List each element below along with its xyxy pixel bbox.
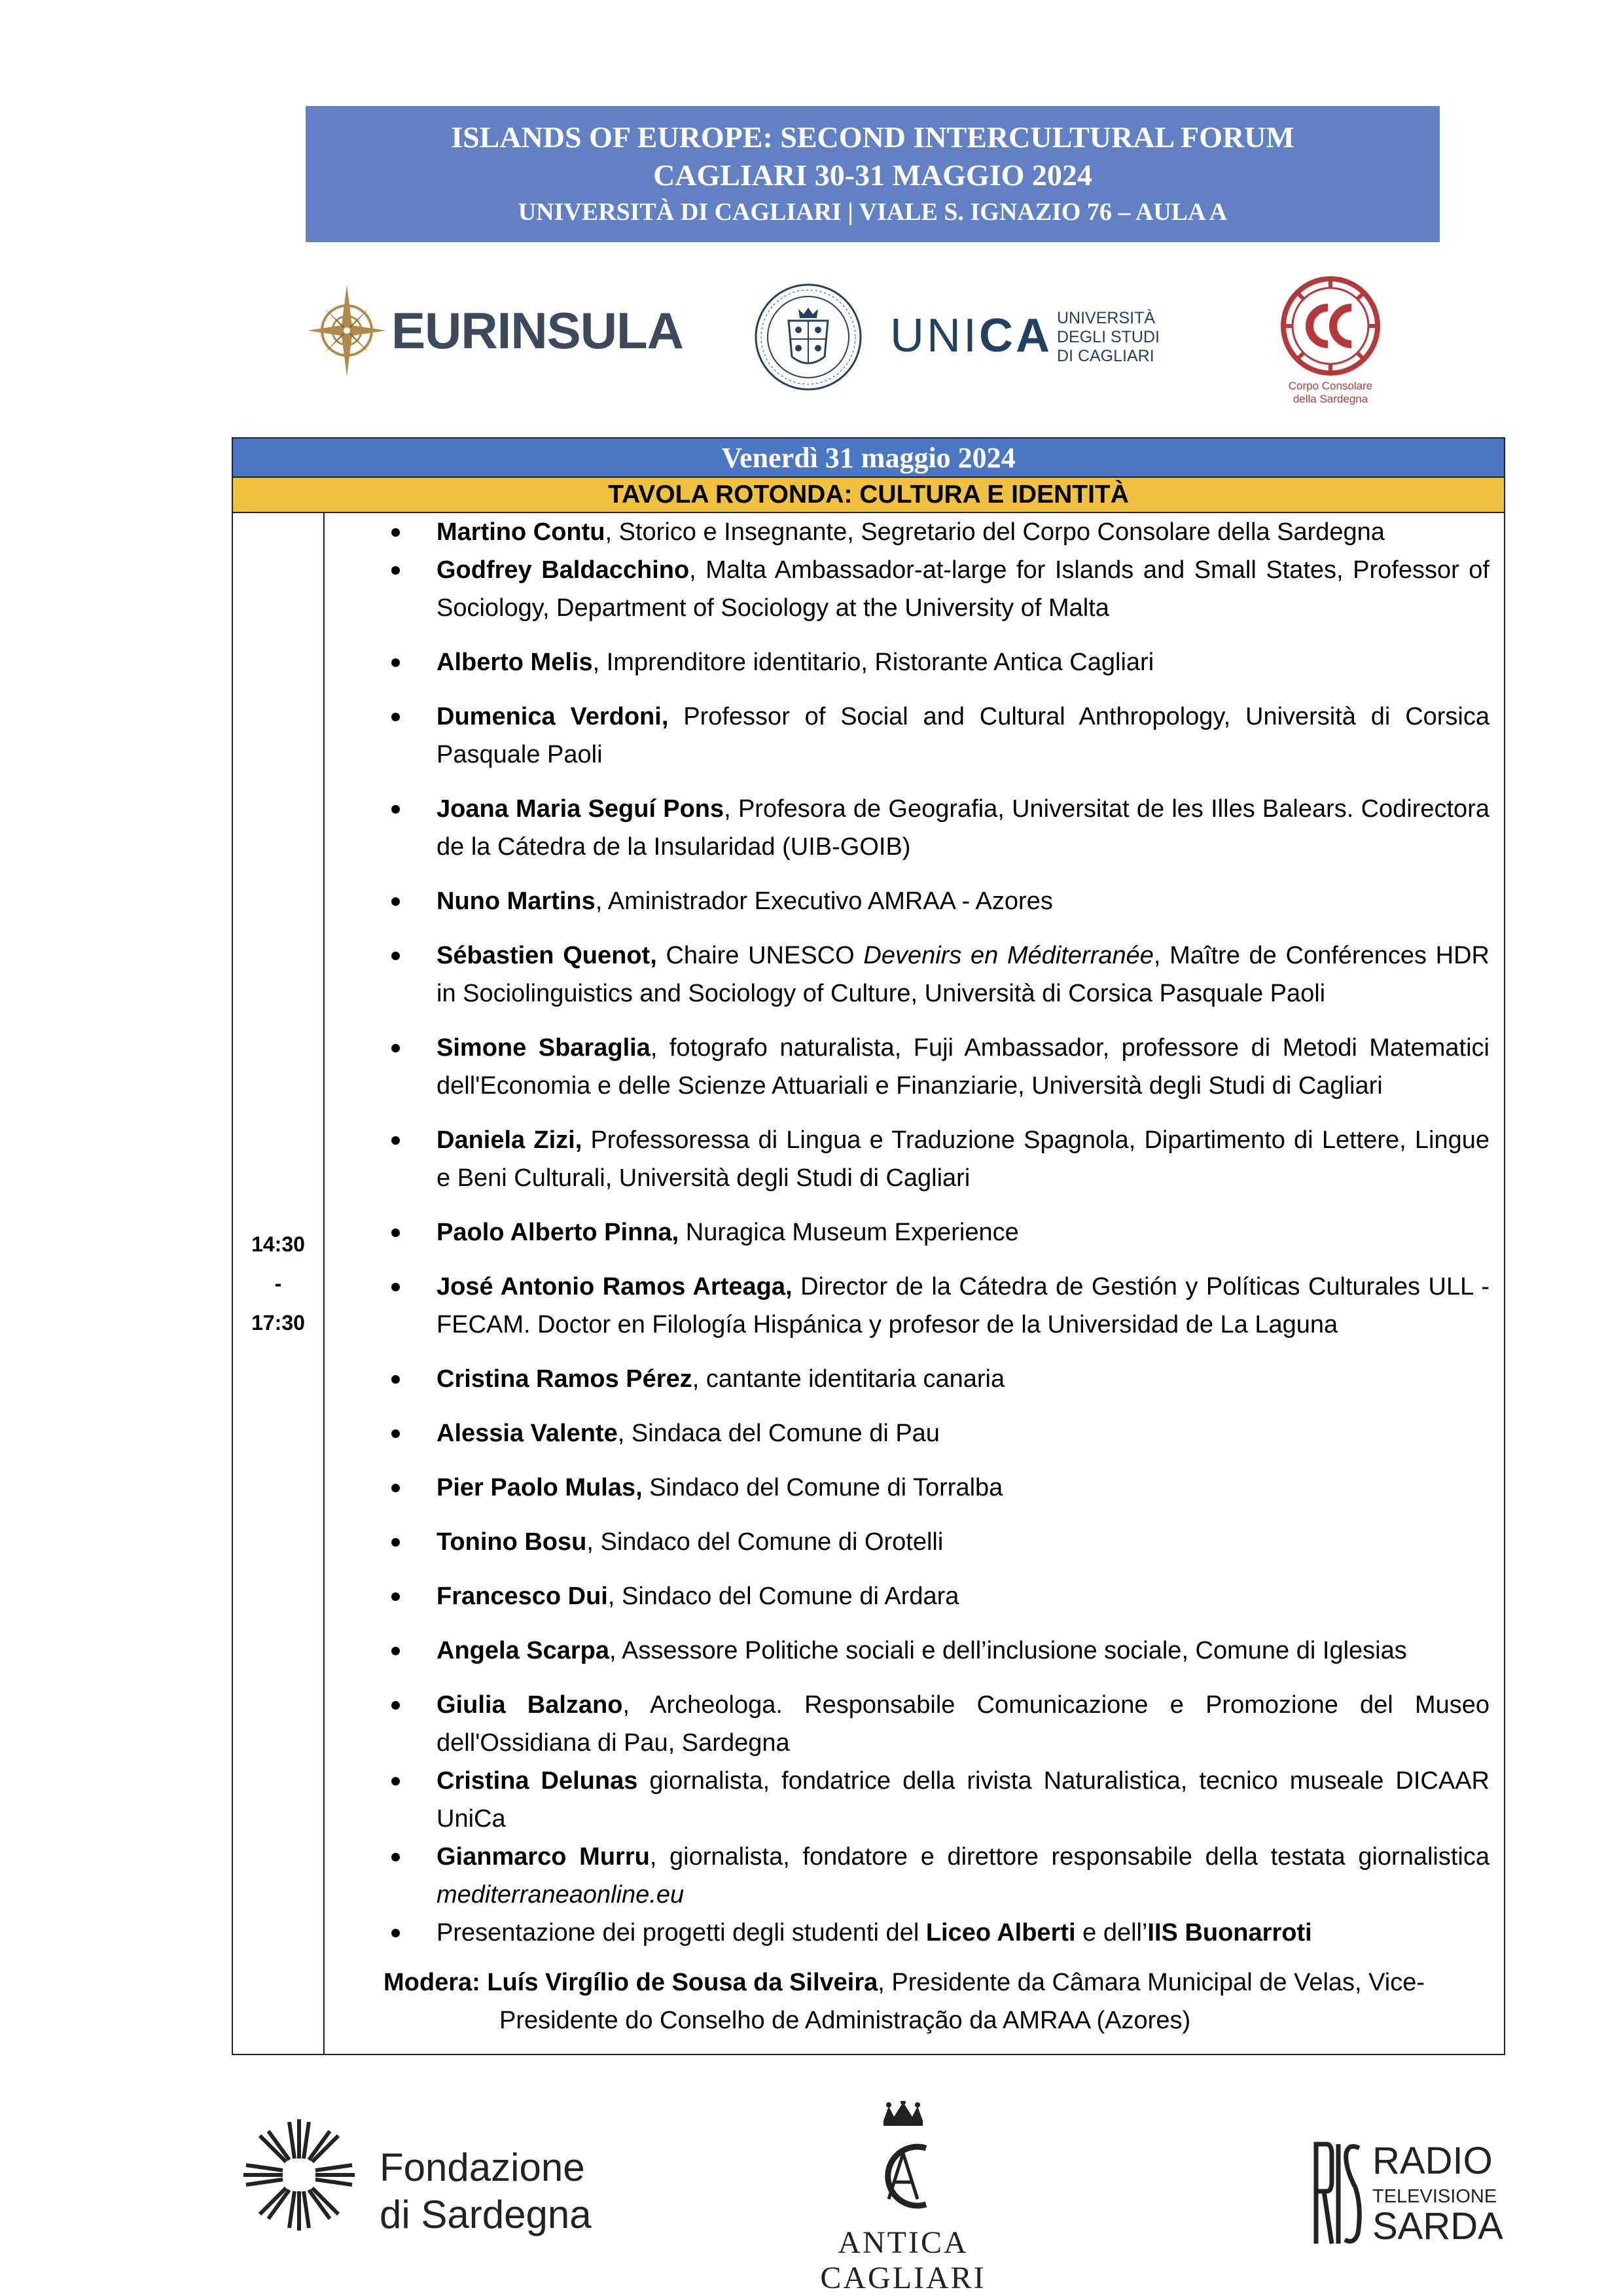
speaker-name: Joana Maria Seguí Pons <box>437 795 724 823</box>
speaker-role: , Storico e Insegnante, Segretario del Corpo Consolare della Sardegna <box>605 518 1385 546</box>
bullet-icon <box>391 713 400 721</box>
unica-wordmark: UNICA <box>890 310 1052 362</box>
speaker-item <box>325 1469 1489 1507</box>
speaker-name: Gianmarco Murru <box>437 1843 650 1871</box>
bullet-icon <box>391 952 400 960</box>
session-heading: TAVOLA ROTONDA: CULTURA E IDENTITÀ <box>232 477 1505 512</box>
speaker-name: Francesco Dui <box>437 1583 608 1610</box>
speaker-name: Angela Scarpa <box>437 1637 609 1664</box>
bullet-icon <box>391 1283 400 1291</box>
corpo-consolare-caption: Corpo Consolare della Sardegna <box>1288 380 1373 405</box>
speakers-cell <box>324 512 1505 2054</box>
bullet-icon <box>391 1929 400 1937</box>
speaker-item <box>325 1632 1489 1670</box>
bullet-icon <box>391 1853 400 1861</box>
speaker-name: Cristina Delunas <box>437 1767 638 1795</box>
session-body-row <box>232 512 1505 2054</box>
corpo-consolare-emblem-icon <box>1279 275 1382 377</box>
bullet-icon <box>391 528 400 537</box>
corpo-consolare-logo <box>1279 275 1404 406</box>
rts-monogram-icon <box>1312 2142 1364 2246</box>
speaker-name: Nuno Martins <box>437 888 596 915</box>
speaker-role: , Malta Ambassador-at-large for Islands and Small States, Professor of Sociology, Department of Sociology at the University of Malta <box>437 556 1489 622</box>
speaker-name: Alessia Valente <box>437 1420 618 1447</box>
speaker-role: , Profesora de Geografia, Universitat de les Illes Balears. Codirectora de la Cátedra de la Insularidad (UIB-GOIB) <box>437 795 1489 861</box>
session-row <box>232 477 1505 512</box>
forum-venue: UNIVERSITÀ DI CAGLIARI | VIALE S. IGNAZIO 76 – AULA A <box>518 198 1228 226</box>
time-end: 17:30 <box>251 1311 305 1335</box>
speaker-name: Pier Paolo Mulas, <box>437 1474 643 1501</box>
unica-logo <box>753 275 1211 406</box>
speaker-name: Martino Contu <box>437 518 605 546</box>
speaker-role: Nuragica Museum Experience <box>679 1219 1019 1246</box>
speaker-item <box>325 1577 1489 1615</box>
speaker-item <box>325 1523 1489 1561</box>
speaker-role: giornalista, fondatrice della rivista Naturalistica, tecnico museale DICAAR UniCa <box>437 1767 1489 1833</box>
speaker-role: , Assessore Politiche sociali e dell’inclusione sociale, Comune di Iglesias <box>609 1637 1407 1664</box>
antica-cagliari-logo <box>805 2101 1001 2295</box>
speaker-item <box>325 643 1489 681</box>
antica-wordmark: ANTICA CAGLIARI <box>820 2225 986 2295</box>
rts-radio: RADIO <box>1372 2140 1493 2182</box>
speaker-role: , Sindaca del Comune di Pau <box>617 1420 940 1447</box>
speaker-role: , giornalista, fondatore e direttore responsabile della testata giornalistica <box>649 1843 1489 1871</box>
moderator-role: , Presidente da Câmara Municipal de Velas, Vice- <box>878 1969 1425 1996</box>
bullet-icon <box>391 1538 400 1547</box>
speaker-name: Daniela Zizi, <box>437 1126 582 1154</box>
students-list <box>325 1914 1489 1952</box>
speaker-role: , Imprenditore identitario, Ristorante Antica Cagliari <box>592 649 1154 676</box>
speaker-item <box>325 1414 1489 1452</box>
speaker-item <box>325 1838 1489 1914</box>
speaker-role: , fotografo naturalista, Fuji Ambassador, professore di Metodi Matematici dell'Economia e delle Scienze Attuariali e Finanziarie, Università degli Studi di Cagliari <box>437 1034 1489 1100</box>
forum-title: ISLANDS OF EUROPE: SECOND INTERCULTURAL FORUM <box>451 120 1294 154</box>
speaker-role: Sindaco del Comune di Torralba <box>642 1474 1003 1501</box>
forum-dates: CAGLIARI 30-31 MAGGIO 2024 <box>653 158 1092 192</box>
speaker-item <box>325 698 1489 774</box>
speaker-role: Professor of Social and Cultural Anthropology, Università di Corsica Pasquale Paoli <box>437 703 1489 768</box>
speaker-name: Tonino Bosu <box>437 1528 587 1556</box>
speaker-role: , Aministrador Executivo AMRAA - Azores <box>595 888 1053 915</box>
bullet-icon <box>391 1701 400 1710</box>
bullet-icon <box>391 658 400 667</box>
speaker-role: , Archeologa. Responsabile Comunicazione e Promozione del Museo dell'Ossidiana di Pau, Sardegna <box>437 1691 1490 1757</box>
moderator-role-cont: Presidente do Conselho de Administração da AMRAA (Azores) <box>499 2007 1191 2034</box>
speaker-name: Dumenica Verdoni, <box>437 703 669 730</box>
bullet-icon <box>391 1484 400 1492</box>
moderator-name: Modera: Luís Virgílio de Sousa da Silveira <box>383 1969 878 1996</box>
bullet-icon <box>391 1136 400 1145</box>
day-row <box>232 438 1505 477</box>
bullet-icon <box>391 1375 400 1384</box>
day-heading: Venerdì 31 maggio 2024 <box>232 438 1505 477</box>
fondazione-star-icon <box>237 2113 361 2237</box>
speaker-role-cont: , Maître de Conférences HDR in Sociolinguistics and Sociology of Culture, Università di Corsica Pasquale Paoli <box>437 942 1489 1007</box>
speaker-role: Professoressa di Lingua e Traduzione Spagnola, Dipartimento di Lettere, Lingue e Beni Culturali, Università degli Studi di Cagliari <box>437 1126 1489 1192</box>
speaker-role: , Sindaco del Comune di Orotelli <box>586 1528 944 1556</box>
bullet-icon <box>391 1229 400 1237</box>
speaker-name: Godfrey Baldacchino <box>437 556 690 584</box>
speaker-role: , Sindaco del Comune di Ardara <box>607 1583 959 1610</box>
header-banner <box>306 106 1440 242</box>
eurinsula-logo <box>308 275 684 406</box>
moderator <box>325 1964 1489 2039</box>
speaker-role-italic: mediterraneaonline.eu <box>437 1881 685 1909</box>
speaker-list <box>325 513 1489 1914</box>
eurinsula-wordmark: EURINSULA <box>391 302 684 359</box>
speaker-item <box>325 1360 1489 1398</box>
speaker-item <box>325 1762 1489 1838</box>
unica-subtitle: UNIVERSITÀ DEGLI STUDI DI CAGLIARI <box>1057 309 1160 365</box>
speaker-item <box>325 1268 1489 1344</box>
time-cell <box>232 512 324 2054</box>
time-start: 14:30 <box>251 1232 305 1256</box>
speaker-item <box>325 937 1489 1013</box>
speaker-name: Simone Sbaraglia <box>437 1034 651 1062</box>
speaker-item <box>325 1213 1489 1251</box>
students-item: Presentazione dei progetti degli studenti del Liceo Alberti e dell’IIS Buonarroti <box>325 1914 1489 1952</box>
programme-table <box>232 437 1505 2055</box>
speaker-role: Director de la Cátedra de Gestión y Políticas Culturales ULL - FECAM. Doctor en Filología Hispánica y profesor de la Universidad de La Laguna <box>437 1273 1490 1338</box>
speaker-name: Sébastien Quenot, <box>437 942 657 969</box>
speaker-item <box>325 882 1489 920</box>
speaker-item <box>325 1121 1489 1197</box>
bullet-icon <box>391 1592 400 1601</box>
bullet-icon <box>391 1429 400 1438</box>
bullet-icon <box>391 1647 400 1655</box>
rts-televisione: TELEVISIONE <box>1372 2186 1497 2207</box>
bullet-icon <box>391 566 400 575</box>
time-separator: - <box>274 1272 282 1295</box>
compass-rose-icon <box>308 281 386 380</box>
speaker-name: Cristina Ramos Pérez <box>437 1365 692 1393</box>
speaker-name: Giulia Balzano <box>437 1691 623 1719</box>
speaker-name: Alberto Melis <box>437 649 593 676</box>
speaker-role-italic: Devenirs en Méditerranée <box>863 942 1154 969</box>
speaker-item <box>325 513 1489 551</box>
bullet-icon <box>391 897 400 906</box>
antica-crown-monogram-icon <box>805 2101 1001 2225</box>
speaker-name: Paolo Alberto Pinna, <box>437 1219 679 1246</box>
speaker-name: José Antonio Ramos Arteaga, <box>437 1273 793 1300</box>
fondazione-sardegna-logo <box>237 2101 630 2291</box>
speaker-item <box>325 790 1489 866</box>
speaker-item <box>325 1686 1489 1762</box>
fondazione-wordmark: Fondazione di Sardegna <box>380 2145 592 2236</box>
speaker-role: , cantante identitaria canaria <box>692 1365 1005 1393</box>
radio-televisione-sarda-logo <box>1312 2101 1522 2291</box>
university-seal-icon <box>753 281 864 393</box>
bullet-icon <box>391 1777 400 1785</box>
speaker-role: Chaire UNESCO <box>656 942 864 969</box>
bullet-icon <box>391 1044 400 1052</box>
rts-sarda: SARDA <box>1372 2205 1503 2248</box>
bullet-icon <box>391 805 400 814</box>
speaker-item <box>325 551 1489 627</box>
speaker-item <box>325 1029 1489 1105</box>
